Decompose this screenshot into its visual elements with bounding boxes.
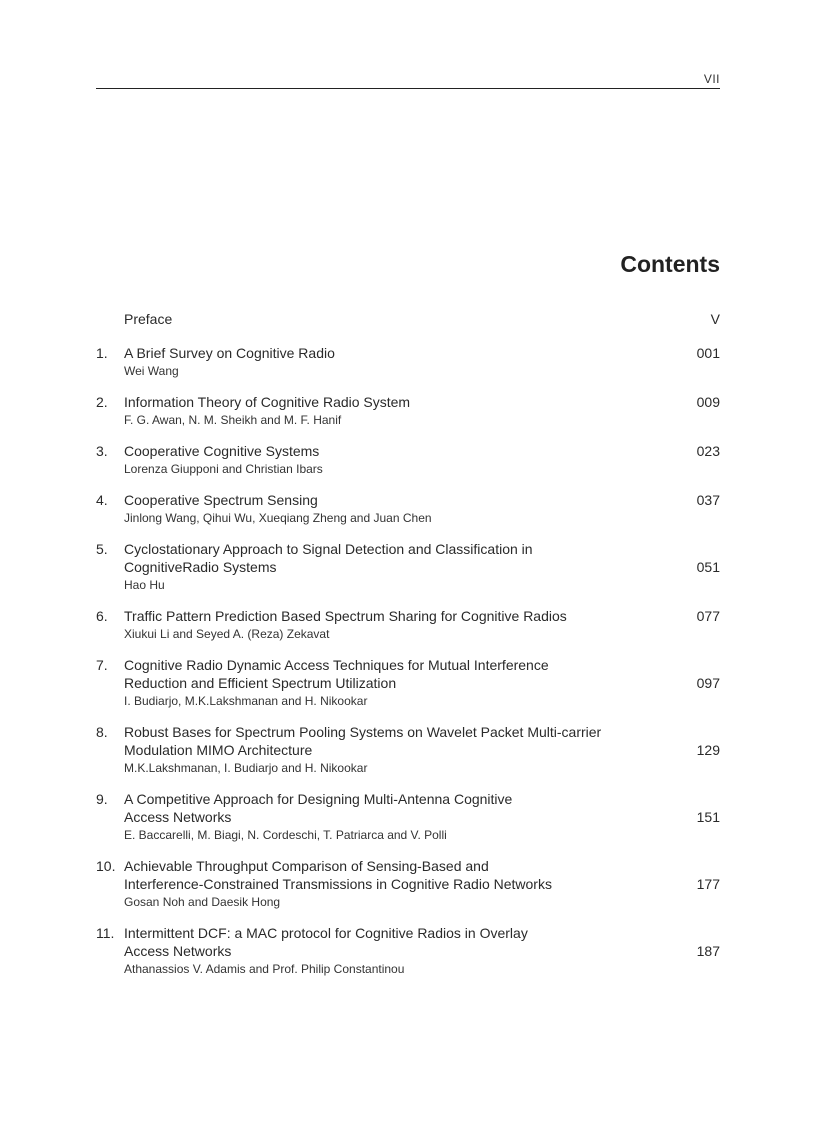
entry-title-line: CognitiveRadio Systems	[124, 559, 277, 575]
table-of-contents	[96, 310, 720, 991]
toc-entry[interactable]	[96, 723, 720, 776]
entry-title-line: Modulation MIMO Architecture	[124, 742, 313, 758]
entry-number: 9.	[96, 791, 108, 807]
entry-number: 8.	[96, 724, 108, 740]
entry-authors: Athanassios V. Adamis and Prof. Philip Constantinou	[124, 962, 405, 976]
entry-body	[124, 344, 660, 379]
entry-title-line: Interference-Constrained Transmissions in Cognitive Radio Networks	[124, 876, 552, 892]
entry-title-line: Intermittent DCF: a MAC protocol for Cognitive Radios in Overlay	[124, 925, 528, 941]
entry-page-number: 177	[696, 876, 720, 892]
entry-authors: Hao Hu	[124, 578, 165, 592]
page-title: Contents	[620, 251, 720, 277]
entry-page-number: 051	[696, 559, 720, 575]
entry-number: 11.	[96, 925, 115, 941]
entry-title-line: Information Theory of Cognitive Radio System	[124, 394, 411, 410]
toc-entry[interactable]	[96, 924, 720, 977]
entry-title-line: Reduction and Efficient Spectrum Utilization	[124, 675, 397, 691]
page-number: VII	[703, 72, 720, 86]
entry-page-number: 023	[696, 443, 720, 459]
entry-title-line: Traffic Pattern Prediction Based Spectrum Sharing for Cognitive Radios	[124, 608, 567, 624]
entry-number: 7.	[96, 657, 108, 673]
entry-number: 3.	[96, 443, 108, 459]
entry-page-number: 151	[696, 809, 720, 825]
preface-label: Preface	[124, 311, 173, 327]
entry-number: 2.	[96, 394, 108, 410]
entry-title-line: Robust Bases for Spectrum Pooling Systems on Wavelet Packet Multi-carrier	[124, 724, 602, 740]
entry-body	[124, 656, 660, 709]
entry-authors: E. Baccarelli, M. Biagi, N. Cordeschi, T. Patriarca and V. Polli	[124, 828, 447, 842]
entry-body	[124, 924, 660, 977]
entry-body	[124, 442, 660, 477]
toc-entry[interactable]	[96, 656, 720, 709]
entry-authors: M.K.Lakshmanan, I. Budiarjo and H. Nikookar	[124, 761, 368, 775]
toc-entry[interactable]	[96, 344, 720, 379]
toc-entries	[96, 344, 720, 977]
entry-page-number: 129	[696, 742, 720, 758]
entry-title-line: A Brief Survey on Cognitive Radio	[124, 345, 335, 361]
toc-entry[interactable]	[96, 790, 720, 843]
entry-body	[124, 540, 660, 593]
entry-body	[124, 790, 660, 843]
entry-title-line: Achievable Throughput Comparison of Sensing-Based and	[124, 858, 489, 874]
entry-title-line: Cognitive Radio Dynamic Access Techniques for Mutual Interference	[124, 657, 549, 673]
entry-page-number: 037	[696, 492, 720, 508]
entry-body	[124, 857, 660, 910]
entry-number: 1.	[96, 345, 108, 361]
entry-number: 6.	[96, 608, 108, 624]
entry-title-line: Access Networks	[124, 943, 232, 959]
toc-entry[interactable]	[96, 540, 720, 593]
entry-authors: I. Budiarjo, M.K.Lakshmanan and H. Nikookar	[124, 694, 368, 708]
preface-page-number: V	[710, 311, 720, 327]
entry-page-number: 001	[696, 345, 720, 361]
toc-entry[interactable]	[96, 607, 720, 642]
entry-title-line: Cooperative Cognitive Systems	[124, 443, 320, 459]
entry-body	[124, 491, 660, 526]
toc-preface-entry[interactable]	[96, 310, 720, 328]
entry-title-line: Cyclostationary Approach to Signal Detection and Classification in	[124, 541, 533, 557]
entry-number: 5.	[96, 541, 108, 557]
entry-authors: Gosan Noh and Daesik Hong	[124, 895, 281, 909]
entry-authors: Jinlong Wang, Qihui Wu, Xueqiang Zheng and Juan Chen	[124, 511, 432, 525]
toc-entry[interactable]	[96, 491, 720, 526]
toc-entry[interactable]	[96, 393, 720, 428]
entry-page-number: 187	[696, 943, 720, 959]
entry-authors: Xiukui Li and Seyed A. (Reza) Zekavat	[124, 627, 330, 641]
entry-title-line: A Competitive Approach for Designing Multi-Antenna Cognitive	[124, 791, 513, 807]
entry-body	[124, 393, 660, 428]
entry-authors: F. G. Awan, N. M. Sheikh and M. F. Hanif	[124, 413, 342, 427]
entry-number: 10.	[96, 858, 116, 874]
entry-page-number: 009	[696, 394, 720, 410]
entry-number: 4.	[96, 492, 108, 508]
entry-body	[124, 607, 660, 642]
entry-title-line: Access Networks	[124, 809, 232, 825]
entry-body	[124, 723, 660, 776]
entry-page-number: 077	[696, 608, 720, 624]
entry-authors: Wei Wang	[124, 364, 179, 378]
header-rule	[96, 88, 720, 89]
toc-entry[interactable]	[96, 442, 720, 477]
entry-page-number: 097	[696, 675, 720, 691]
toc-entry[interactable]	[96, 857, 720, 910]
entry-title-line: Cooperative Spectrum Sensing	[124, 492, 318, 508]
entry-authors: Lorenza Giupponi and Christian Ibars	[124, 462, 323, 476]
